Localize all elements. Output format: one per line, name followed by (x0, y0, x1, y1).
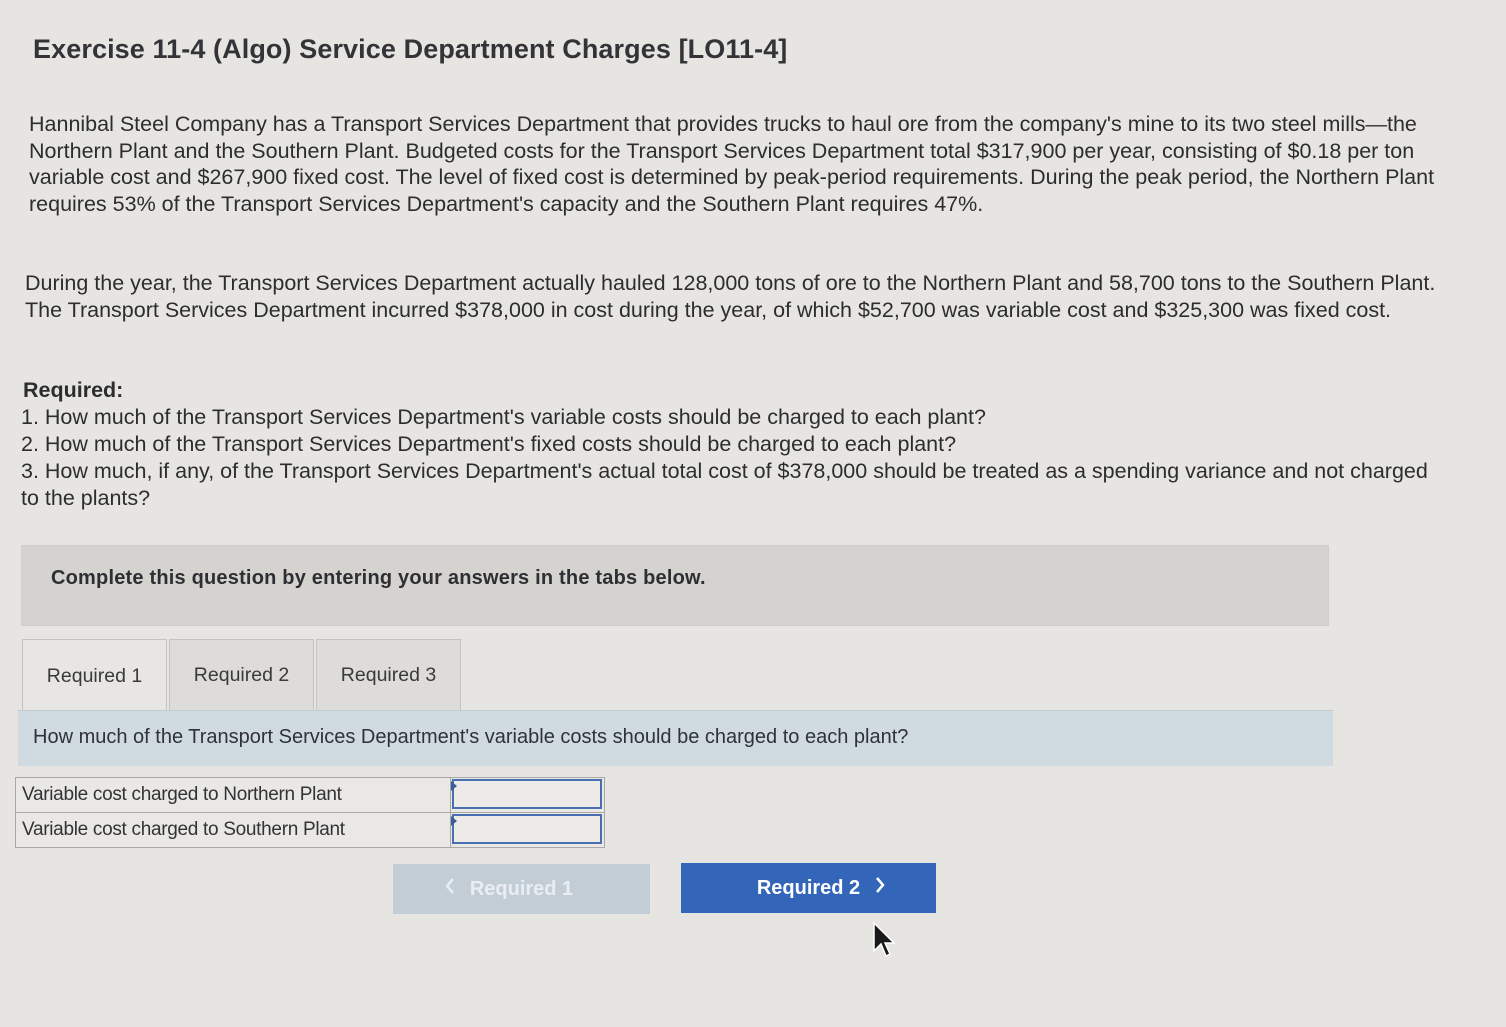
table-row (16, 778, 605, 813)
question-bar (18, 710, 1333, 766)
instruction-banner (21, 545, 1329, 626)
table-row (16, 813, 605, 848)
mouse-pointer-icon (872, 921, 898, 961)
answer-table (15, 777, 605, 848)
tab-required-2[interactable]: Required 2 (169, 639, 314, 711)
tab-bar (22, 639, 463, 711)
question-text: How much of the Transport Services Department's variable costs should be charged to each plant? (33, 726, 909, 748)
next-button-label: Required 2 (756, 876, 861, 899)
southern-plant-cell (451, 813, 605, 848)
prev-required-button[interactable] (393, 864, 650, 914)
required-item-3: 3. How much, if any, of the Transport Services Department's actual total cost of $378,000 should be treated as a spending variance and not charged to the plants? (21, 459, 1428, 510)
required-list (21, 404, 1441, 512)
required-item-1: 1. How much of the Transport Services Department's variable costs should be charged to each plant? (21, 405, 986, 429)
next-required-button[interactable] (681, 863, 936, 913)
southern-plant-label: Variable cost charged to Southern Plant (16, 813, 451, 848)
instruction-text: Complete this question by entering your answers in the tabs below. (51, 567, 706, 589)
exercise-title: Exercise 11-4 (Algo) Service Department Charges [LO11-4] (33, 34, 788, 64)
prev-button-label: Required 1 (469, 877, 574, 900)
chevron-left-icon (444, 877, 456, 901)
problem-paragraph-2: During the year, the Transport Services Department actually hauled 128,000 tons of ore to the Northern Plant and 58,700 tons to the Southern Plant. The Transport Services Department incurred $378,000 in cost during the year, of which $52,700 was variable cost and $325,300 was fixed cost. (25, 271, 1436, 322)
required-heading: Required: (23, 378, 124, 402)
northern-plant-cell (451, 778, 605, 813)
input-marker-icon (451, 781, 457, 791)
required-item-2: 2. How much of the Transport Services Department's fixed costs should be charged to each plant? (21, 432, 957, 456)
input-marker-icon (451, 816, 457, 826)
southern-plant-input[interactable] (452, 814, 602, 844)
tab-required-3[interactable]: Required 3 (316, 639, 461, 711)
northern-plant-input[interactable] (452, 779, 602, 809)
tab-required-1[interactable]: Required 1 (22, 639, 167, 713)
problem-paragraph-1: Hannibal Steel Company has a Transport Services Department that provides trucks to haul ore from the company's mine to its two steel mills—the Northern Plant and the Southern Plant. Budgeted costs for the Transport Services Department total $317,900 per year, consisting of $0.18 per ton variable cost and $267,900 fixed cost. The level of fixed cost is determined by peak-period requirements. During the peak period, the Northern Plant requires 53% of the Transport Services Department's capacity and the Southern Plant requires 47%. (29, 112, 1435, 216)
northern-plant-label: Variable cost charged to Northern Plant (16, 778, 451, 813)
chevron-right-icon (874, 876, 886, 900)
